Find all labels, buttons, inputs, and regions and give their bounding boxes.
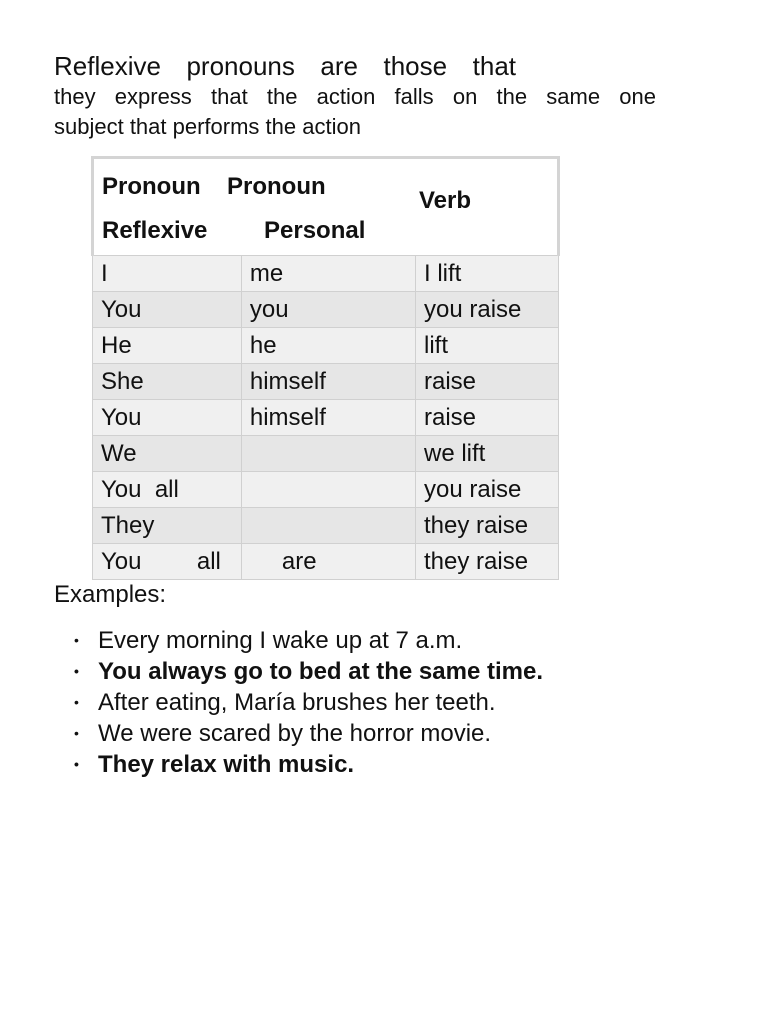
table-row <box>93 292 559 328</box>
table-row <box>93 256 559 292</box>
example-text: After eating, María brushes her teeth. <box>98 689 496 716</box>
bullet-icon: • <box>74 694 79 710</box>
cell-verb: I lift <box>415 256 558 292</box>
table-row <box>93 400 559 436</box>
cell-verb: raise <box>415 400 558 436</box>
header-verb: Verb <box>419 187 472 214</box>
table-row <box>93 472 559 508</box>
cell-reflexive-part-a: You <box>101 547 142 575</box>
example-text: You always go to bed at the same time. <box>98 658 543 685</box>
cell-personal <box>241 436 415 472</box>
table-header <box>93 158 559 256</box>
header-pronoun-2: Pronoun <box>227 173 326 200</box>
cell-verb: we lift <box>415 436 558 472</box>
cell-personal: me <box>241 256 415 292</box>
cell-personal: he <box>241 328 415 364</box>
list-item <box>54 656 543 687</box>
cell-reflexive: We <box>93 436 242 472</box>
header-personal: Personal <box>264 217 366 244</box>
cell-reflexive-part-b: all <box>196 547 221 575</box>
cell-verb: they raise <box>415 544 558 580</box>
table-row <box>93 328 559 364</box>
cell-personal: you <box>241 292 415 328</box>
cell-reflexive: You <box>93 400 242 436</box>
cell-reflexive: He <box>93 328 242 364</box>
table-row <box>93 436 559 472</box>
list-item <box>54 687 543 718</box>
cell-verb: you raise <box>415 292 558 328</box>
list-item <box>54 625 543 656</box>
cell-verb: lift <box>415 328 558 364</box>
bullet-icon: • <box>74 663 79 679</box>
cell-personal <box>241 508 415 544</box>
cell-reflexive: You all <box>93 472 242 508</box>
cell-reflexive <box>93 544 242 580</box>
cell-personal <box>241 472 415 508</box>
examples-heading: Examples: <box>54 581 167 608</box>
cell-reflexive: They <box>93 508 242 544</box>
cell-verb: you raise <box>415 472 558 508</box>
bullet-icon: • <box>74 756 79 772</box>
list-item <box>54 718 543 749</box>
intro-line-2: they express that the action falls on the same one <box>54 84 656 109</box>
cell-personal: himself <box>241 400 415 436</box>
cell-personal: himself <box>241 364 415 400</box>
pronoun-table <box>91 156 560 580</box>
table-row <box>93 364 559 400</box>
table-row <box>93 508 559 544</box>
cell-reflexive: You <box>93 292 242 328</box>
list-item <box>54 749 543 780</box>
cell-verb: they raise <box>415 508 558 544</box>
table-row <box>93 544 559 580</box>
bullet-icon: • <box>74 632 79 648</box>
cell-personal: are <box>241 544 415 580</box>
table-header-row <box>93 158 559 256</box>
header-pronoun-1: Pronoun <box>102 173 201 200</box>
example-text: Every morning I wake up at 7 a.m. <box>98 627 463 654</box>
examples-list <box>54 625 543 780</box>
header-reflexive: Reflexive <box>102 217 208 244</box>
intro-line-3: subject that performs the action <box>54 114 361 139</box>
example-text: We were scared by the horror movie. <box>98 720 492 747</box>
cell-verb: raise <box>415 364 558 400</box>
intro-line-1: Reflexive pronouns are those that <box>54 51 516 81</box>
bullet-icon: • <box>74 725 79 741</box>
cell-reflexive: She <box>93 364 242 400</box>
cell-reflexive: I <box>93 256 242 292</box>
example-text: They relax with music. <box>98 751 355 778</box>
